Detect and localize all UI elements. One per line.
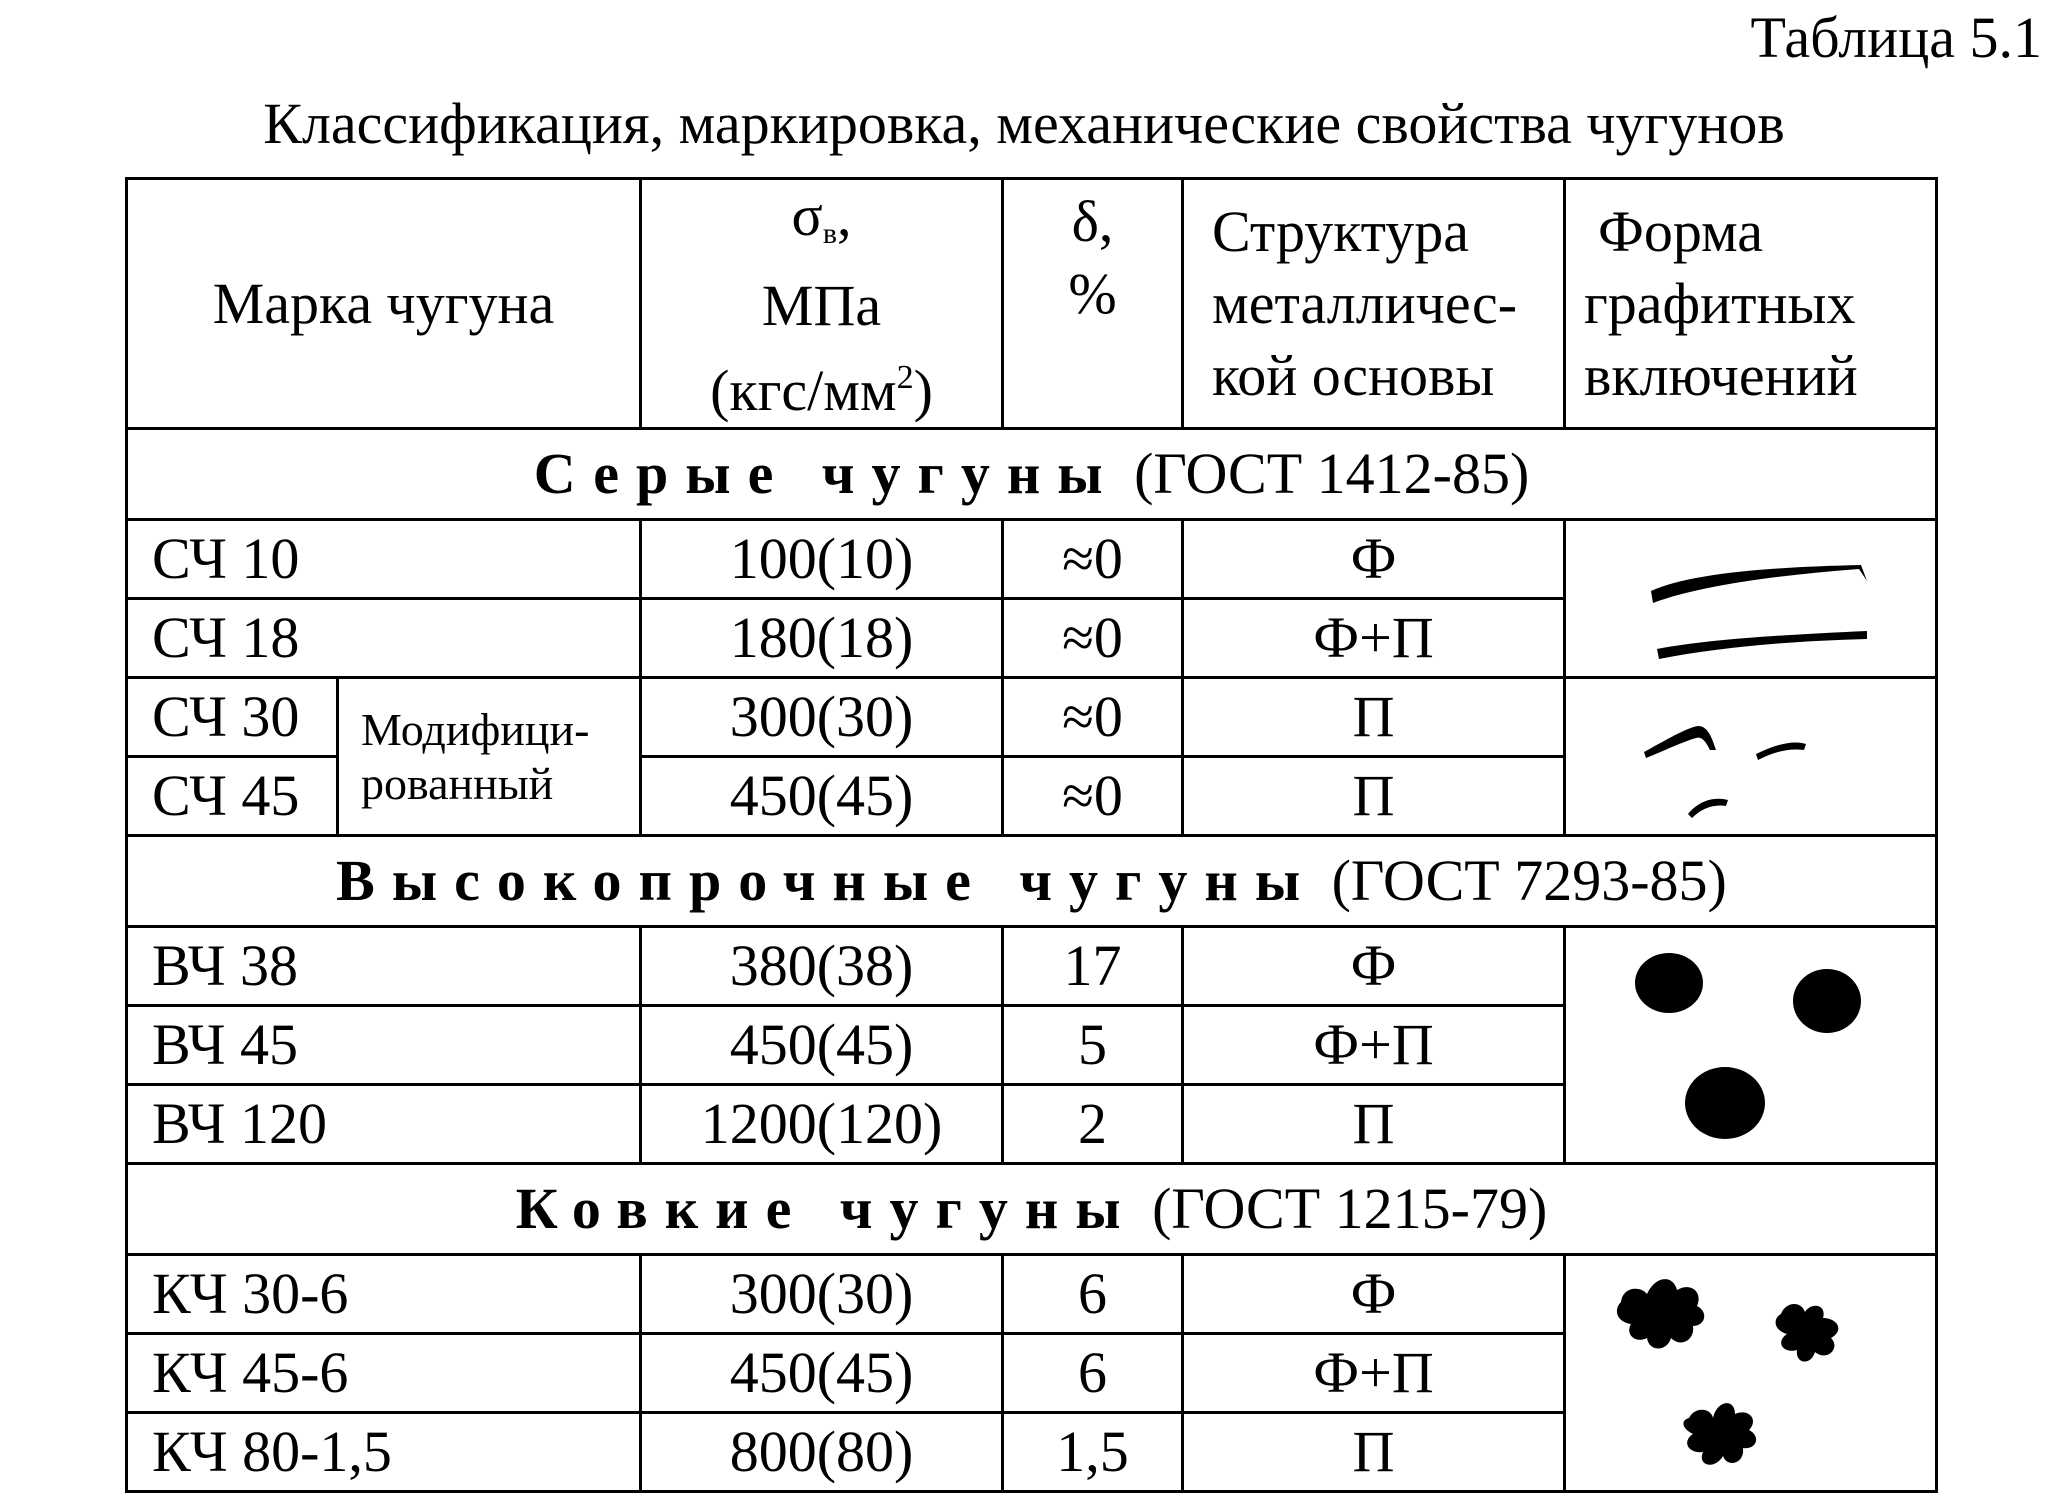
strength-cell: 800(80) — [641, 1413, 1003, 1492]
structure-cell: П — [1183, 757, 1565, 836]
strength-cell: 450(45) — [641, 1006, 1003, 1085]
section-title — [127, 429, 1937, 520]
elongation-cell: 2 — [1003, 1085, 1183, 1164]
grade-cell: СЧ 10 — [127, 520, 641, 599]
section-title — [127, 836, 1937, 927]
section-standard: (ГОСТ 7293-85) — [1331, 848, 1727, 913]
grade-cell: КЧ 45-6 — [127, 1334, 641, 1413]
strength-unit-mpa: МПа — [761, 273, 882, 338]
section-name: Ковкие чугуны — [515, 1176, 1138, 1241]
header-structure-line: кой основы — [1212, 342, 1495, 408]
section-high-strength — [127, 836, 1937, 927]
table-row — [127, 1255, 1937, 1334]
modified-note-line: рованный — [361, 757, 554, 809]
header-graphite-line: графитных — [1584, 270, 1856, 336]
elongation-cell: ≈0 — [1003, 520, 1183, 599]
table-title: Классификация, маркировка, механические свойства чугунов — [263, 91, 1785, 156]
table-row — [127, 678, 1937, 757]
lamellar-graphite-icon — [1621, 539, 1881, 659]
strength-cell: 300(30) — [641, 1255, 1003, 1334]
structure-cell: Ф — [1183, 520, 1565, 599]
flaky-temper-graphite-icon — [1611, 1268, 1891, 1478]
strength-cell: 180(18) — [641, 599, 1003, 678]
elongation-cell: 5 — [1003, 1006, 1183, 1085]
sigma-comma: , — [836, 183, 852, 248]
elongation-cell: ≈0 — [1003, 599, 1183, 678]
grade-cell: ВЧ 45 — [127, 1006, 641, 1085]
elongation-cell: ≈0 — [1003, 678, 1183, 757]
section-malleable — [127, 1164, 1937, 1255]
strength-unit-sup: 2 — [896, 359, 914, 396]
grade-cell: КЧ 30-6 — [127, 1255, 641, 1334]
spheroidal-graphite-icon — [1631, 945, 1871, 1145]
table-row — [127, 927, 1937, 1006]
structure-cell: Ф+П — [1183, 599, 1565, 678]
section-standard: (ГОСТ 1412-85) — [1134, 441, 1530, 506]
grade-cell: СЧ 30 — [127, 678, 338, 757]
structure-cell: Ф — [1183, 927, 1565, 1006]
header-graphite-line: включений — [1584, 342, 1858, 408]
header-graphite — [1565, 179, 1937, 429]
strength-cell: 100(10) — [641, 520, 1003, 599]
grade-cell: КЧ 80-1,5 — [127, 1413, 641, 1492]
modified-note-line: Модифици- — [361, 703, 590, 755]
table-row — [127, 520, 1937, 599]
elongation-cell: ≈0 — [1003, 757, 1183, 836]
sigma-symbol: σ — [791, 183, 823, 248]
section-name: Серые чугуны — [533, 441, 1120, 506]
cast-iron-table — [125, 177, 1938, 1493]
elongation-cell: 6 — [1003, 1255, 1183, 1334]
strength-cell: 380(38) — [641, 927, 1003, 1006]
grade-cell: ВЧ 120 — [127, 1085, 641, 1164]
header-structure-line: Структура — [1212, 198, 1469, 264]
table-header-row — [127, 179, 1937, 429]
header-structure-line: металличес- — [1212, 270, 1518, 336]
structure-cell: П — [1183, 678, 1565, 757]
section-name: Высокопрочные чугуны — [336, 848, 1318, 913]
grade-cell: ВЧ 38 — [127, 927, 641, 1006]
graphite-cell — [1565, 520, 1937, 678]
structure-cell: Ф+П — [1183, 1006, 1565, 1085]
structure-cell: П — [1183, 1085, 1565, 1164]
elongation-cell: 6 — [1003, 1334, 1183, 1413]
header-strength — [641, 179, 1003, 429]
delta-symbol: δ, — [1071, 189, 1114, 254]
grade-cell: СЧ 45 — [127, 757, 338, 836]
header-grade: Марка чугуна — [127, 179, 641, 429]
strength-unit-kgf-open: (кгс/мм — [710, 358, 897, 423]
structure-cell: П — [1183, 1413, 1565, 1492]
structure-cell: Ф+П — [1183, 1334, 1565, 1413]
strength-unit-kgf-close: ) — [913, 358, 933, 423]
strength-cell: 450(45) — [641, 1334, 1003, 1413]
modified-note — [338, 678, 641, 836]
structure-cell: Ф — [1183, 1255, 1565, 1334]
sigma-subscript: в — [822, 217, 837, 250]
strength-cell: 1200(120) — [641, 1085, 1003, 1164]
header-graphite-line: Форма — [1598, 198, 1764, 264]
elongation-cell: 1,5 — [1003, 1413, 1183, 1492]
delta-unit: % — [1068, 261, 1117, 326]
header-structure — [1183, 179, 1565, 429]
graphite-cell — [1565, 1255, 1937, 1492]
graphite-cell — [1565, 927, 1937, 1164]
section-gray — [127, 429, 1937, 520]
grade-cell: СЧ 18 — [127, 599, 641, 678]
fine-lamellar-graphite-icon — [1636, 692, 1866, 822]
graphite-cell — [1565, 678, 1937, 836]
section-standard: (ГОСТ 1215-79) — [1152, 1176, 1548, 1241]
elongation-cell: 17 — [1003, 927, 1183, 1006]
section-title — [127, 1164, 1937, 1255]
header-elongation — [1003, 179, 1183, 429]
strength-cell: 450(45) — [641, 757, 1003, 836]
strength-cell: 300(30) — [641, 678, 1003, 757]
table-number: Таблица 5.1 — [1750, 5, 2042, 70]
